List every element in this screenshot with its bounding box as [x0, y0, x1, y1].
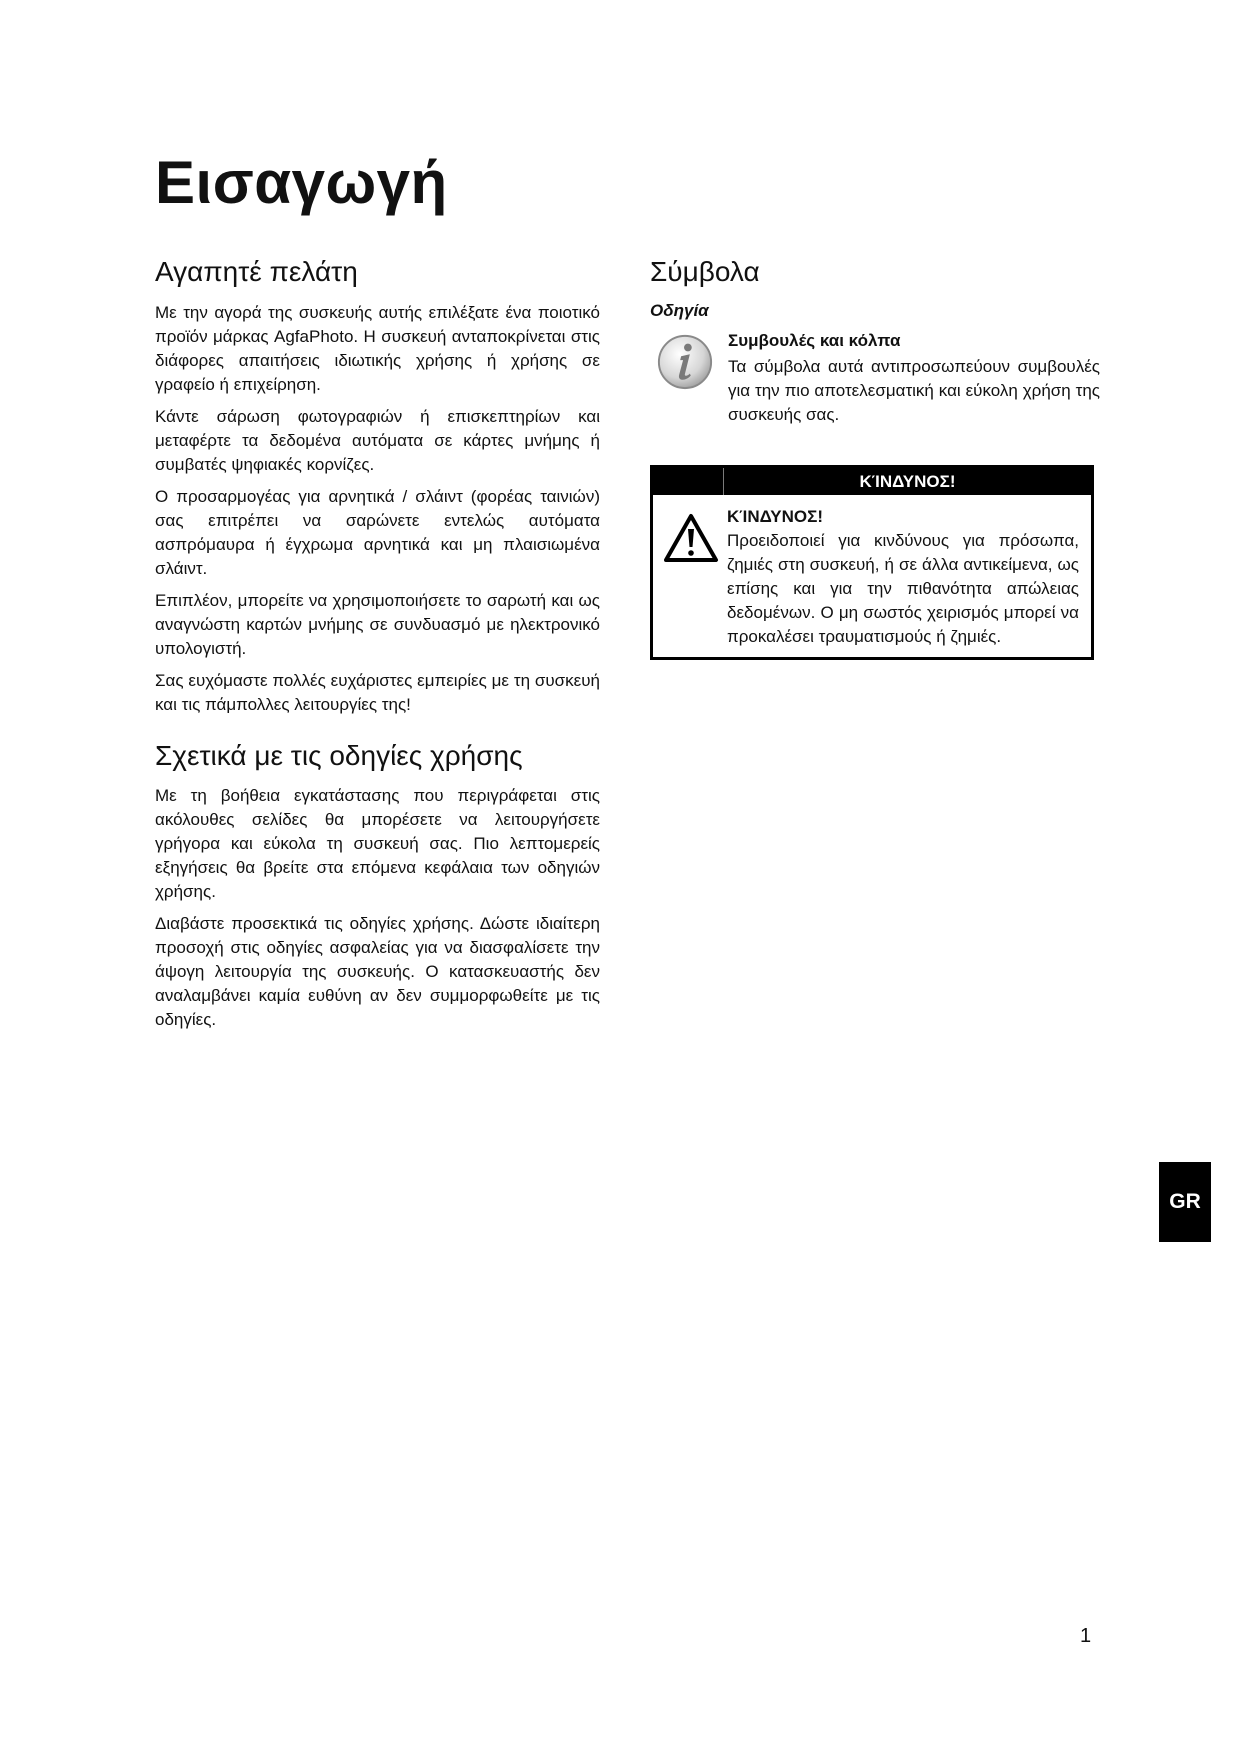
section-heading-about-manual: Σχετικά με τις οδηγίες χρήσης [155, 739, 523, 771]
left-column [155, 255, 600, 1040]
paragraph: Ο προσαρμογέας για αρνητικά / σλάιντ (φορέας ταινιών) σας επιτρέπει να σαρώνετε εντελώς αυτόματα ασπρόμαυρα ή έγχρωμα αρνητικά και μη πλαισιωμένα σλάιντ. [155, 486, 600, 578]
section-heading-dear-customer: Αγαπητέ πελάτη [155, 256, 358, 287]
right-column [650, 255, 1100, 660]
warning-triangle-icon [663, 513, 719, 563]
tips-description: Τα σύμβολα αυτά αντιπροσωπεύουν συμβουλές για την πιο αποτελεσματική και εύκολη χρήση της συσκευής σας. [728, 356, 1100, 424]
danger-text [727, 505, 1079, 649]
tips-text [728, 329, 1100, 435]
note-label: Οδηγία [650, 300, 709, 320]
paragraph: Επιπλέον, μπορείτε να χρησιμοποιήσετε το σαρωτή και ως αναγνώστη καρτών μνήμης σε συνδυασμό με ηλεκτρονικό υπολογιστή. [155, 590, 600, 658]
paragraph: Σας ευχόμαστε πολλές ευχάριστες εμπειρίες με τη συσκευή και τις πάμπολλες λειτουργίες της! [155, 670, 600, 714]
paragraph: Διαβάστε προσεκτικά τις οδηγίες χρήσης. Δώστε ιδιαίτερη προσοχή στις οδηγίες ασφαλείας για να διασφαλίσετε την άψογη λειτουργία της συσκευής. Ο κατασκευαστής δεν αναλαμβάνει καμία ευθύνη αν δεν συμμορφωθείτε με τις οδηγίες. [155, 914, 600, 1030]
danger-subtitle: ΚΊΝΔΥΝΟΣ! [727, 506, 823, 526]
danger-description: Προειδοποιεί για κινδύνους για πρόσωπα, ζημιές στη συσκευή, ή σε άλλα αντικείμενα, ως επίσης και για την πιθανότητα απώλειας δεδομένων. Ο μη σωστός χειρισμός μπορεί να προκαλέσει τραυματισμούς ή ζημιές. [727, 530, 1079, 646]
page-title: Εισαγωγή [155, 149, 448, 216]
paragraph: Με τη βοήθεια εγκατάστασης που περιγράφεται στις ακόλουθες σελίδες θα μπορέσετε να λειτουργήσετε γρήγορα και εύκολα τη συσκευή σας. Πιο λεπτομερείς εξηγήσεις θα βρείτε στα επόμενα κεφάλαια των οδηγιών χρήσης. [155, 786, 600, 902]
language-tab: GR [1159, 1162, 1211, 1242]
tips-block [650, 329, 1100, 435]
info-icon [656, 333, 714, 391]
section-heading-symbols: Σύμβολα [650, 256, 760, 287]
paragraph: Κάντε σάρωση φωτογραφιών ή επισκεπτηρίων και μεταφέρτε τα δεδομένα αυτόματα σε κάρτες μνήμης ή συμβατές ψηφιακές κορνίζες. [155, 406, 600, 474]
tips-title: Συμβουλές και κόλπα [728, 330, 901, 350]
danger-box [650, 465, 1094, 660]
paragraph: Με την αγορά της συσκευής αυτής επιλέξατε ένα ποιοτικό προϊόν μάρκας AgfaPhoto. Η συσκευή ανταποκρίνεται στις διάφορες απαιτήσεις ιδιωτικής χρήσης ή χρήσης σε γραφείο ή επιχείρηση. [155, 302, 600, 394]
danger-header-spacer [653, 468, 724, 495]
danger-header-title: ΚΊΝΔΥΝΟΣ! [859, 471, 956, 491]
danger-body [653, 495, 1091, 657]
page-number: 1 [1080, 1625, 1092, 1647]
danger-header [653, 468, 1091, 495]
